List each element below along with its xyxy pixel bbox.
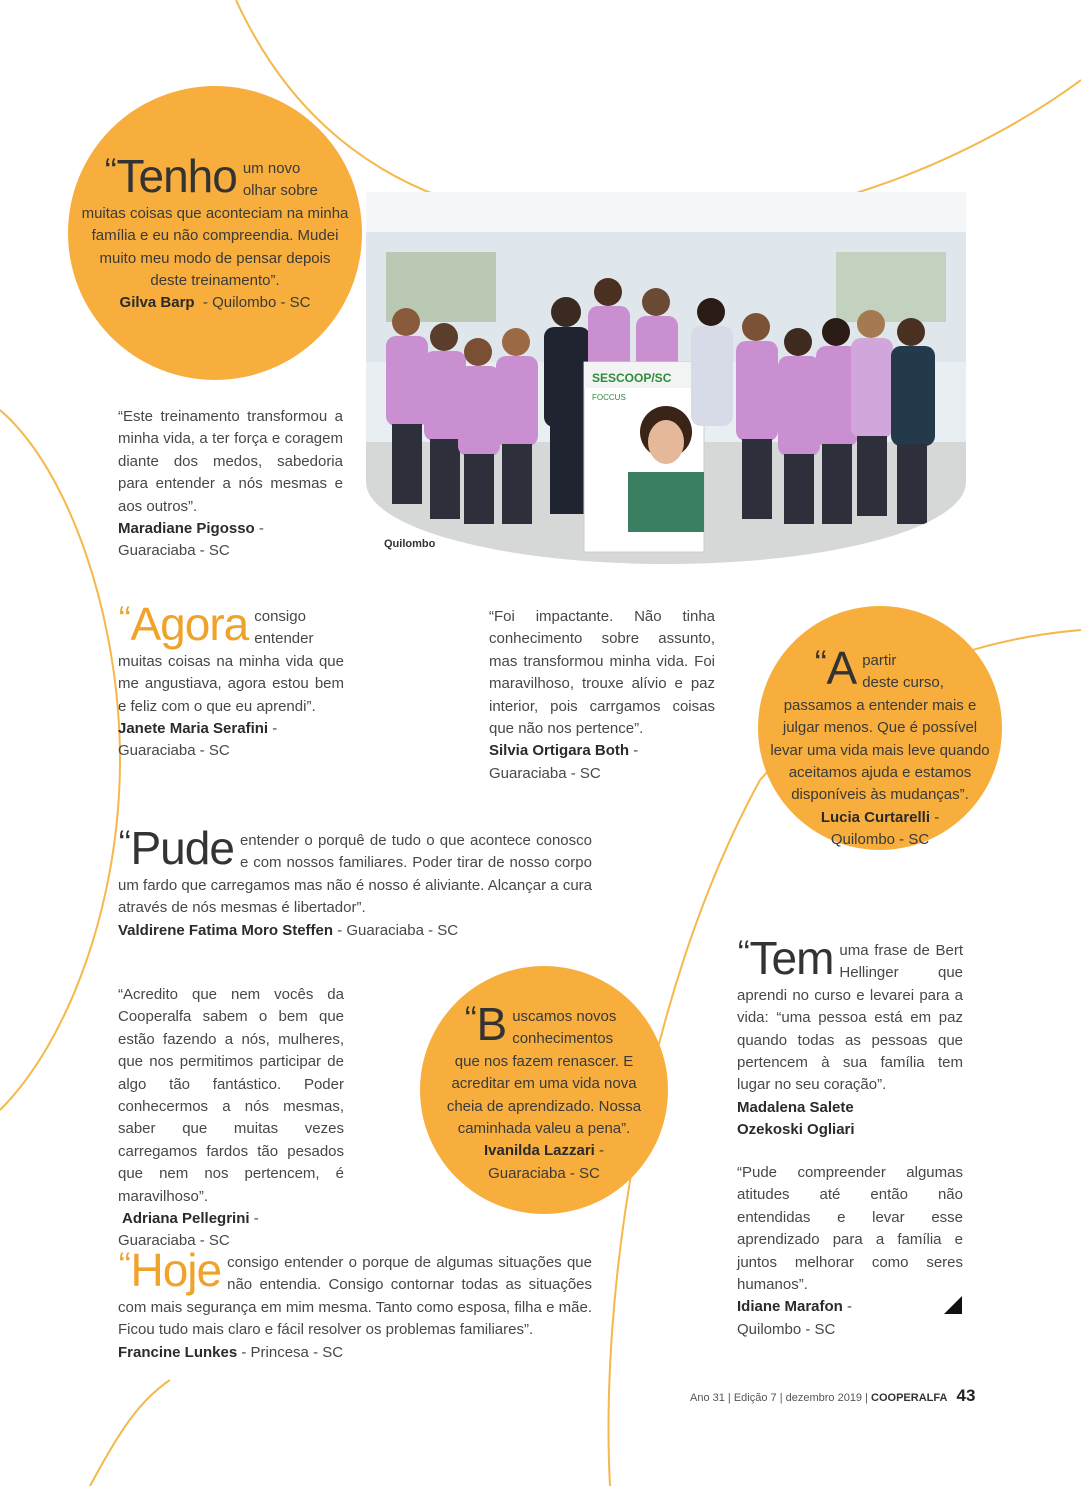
quote-text: “Este treinamento transformou a minha vida, a ter força e coragem diante dos medos, sabedoria para entender a nós mesmas e aos outros”. (118, 408, 343, 515)
quote-text: muitas coisas que aconteciam na minha família e eu não compreendia. Mudei muito meu modo de pensar depois deste treinamento”. (81, 204, 349, 290)
quote-author: Gilva Barp (119, 294, 195, 312)
group-photo-illustration (366, 192, 966, 564)
quote-text: passamos a entender mais e julgar menos. Que é possível levar uma vida mais leve quando aceitamos ajuda e estamos disponíveis às mudanças”. (770, 696, 990, 804)
quote-idiane (737, 1162, 963, 1341)
quote-lead-word: ‘‘Hoje (118, 1244, 222, 1296)
quote-dash: - (272, 720, 278, 738)
quote-line: um novo (242, 160, 301, 177)
quote-location: Guaraciaba - SC (488, 1164, 600, 1182)
quote-lead-word: ‘‘Agora (118, 598, 249, 650)
quote-text: que nos fazem renascer. E acreditar em uma vida nova cheia de aprendizado. Nossa caminhada valeu a pena”. (446, 1052, 642, 1138)
quote-location: Quilombo - SC (830, 831, 930, 849)
quote-location: - Guaraciaba - SC (337, 921, 459, 939)
quote-author: Adriana Pellegrini (122, 1210, 250, 1228)
quote-adriana (118, 984, 344, 1253)
quote-lead-word: ‘‘Pude (118, 822, 234, 874)
photo-caption: Quilombo (384, 538, 436, 550)
quote-line: partir (862, 652, 897, 669)
quote-author: Madalena Salete (737, 1098, 854, 1116)
quote-maradiane (118, 406, 343, 563)
corner-triangle-icon (944, 1296, 962, 1314)
quote-author: Francine Lunkes (118, 1343, 238, 1361)
issue-info: Ano 31 | Edição 7 | dezembro 2019 | (690, 1392, 868, 1404)
quote-location: Guaraciaba - SC (489, 764, 601, 782)
quote-author: Idiane Marafon (737, 1298, 843, 1316)
quote-author: Silvia Ortigara Both (489, 742, 630, 760)
quote-dash: - (599, 1142, 605, 1160)
quote-text: consigo entender muitas coisas na minha vida que me angustiava, agora estou bem e feliz com o que eu aprendi”. (118, 608, 344, 715)
quote-ivanilda (434, 998, 654, 1185)
banner-subtitle: FOCCUS (592, 393, 626, 402)
quote-silvia (489, 606, 715, 785)
group-photo (366, 192, 966, 564)
quote-lead-word: ‘‘B (464, 998, 507, 1050)
quote-location: Quilombo - SC (737, 1320, 836, 1338)
banner-title: SESCOOP/SC (592, 371, 672, 385)
quote-lead-word: ‘‘Tenho (104, 150, 237, 202)
quote-line: deste curso, (862, 674, 944, 692)
quote-location: Guaraciaba - SC (118, 1232, 230, 1250)
quote-dash: - (934, 808, 940, 826)
quote-madalena (737, 932, 963, 1142)
brand-name: COOPERALFA (871, 1392, 948, 1404)
quote-text: consigo entender o porque de algumas situações que não entendia. Consigo contornar todas as situações com mais segurança em mim mesma. Tanto como esposa, filha e mãe. Ficou tudo mais claro e fácil resolver os problemas familiares”. (118, 1254, 592, 1339)
quote-lucia (770, 642, 990, 852)
quote-text: uma frase de Bert Hellinger que aprendi no curso e levarei para a vida: “uma pessoa está em paz quando todas as pessoas que pertencem à sua família tem lugar no seu coração”. (737, 942, 963, 1094)
quote-location: Guaraciaba - SC (118, 542, 230, 560)
quote-valdirene (118, 822, 592, 942)
quote-line: olhar sobre (242, 182, 318, 200)
quote-dash: - (258, 520, 264, 538)
quote-lead-word: ‘‘Tem (737, 932, 834, 984)
quote-location: - Quilombo - SC (202, 294, 311, 312)
quote-line: conhecimentos (512, 1030, 614, 1048)
quote-text: entender o porquê de tudo o que acontece conosco e com nossos familiares. Poder tirar de nosso corpo um fardo que carregamos mas não é nosso é aliviante. Alcançar a cura através de nós mesmas é libertador”. (118, 832, 592, 917)
quote-author: Lucia Curtarelli (820, 808, 931, 826)
page-footer (690, 1386, 975, 1406)
quote-janete (118, 598, 344, 763)
quote-gilva (80, 150, 350, 315)
quote-dash: - (633, 742, 639, 760)
quote-location: - Princesa - SC (241, 1343, 344, 1361)
page-number: 43 (956, 1386, 976, 1405)
quote-text: “Foi impactante. Não tinha conhecimento sobre assunto, mas transformou minha vida. Foi maravilhoso, trouxe alívio e paz interior, pois carrgamos coisas que não nos pertence”. (489, 608, 715, 738)
quote-francine (118, 1244, 592, 1364)
quote-location: Guaraciaba - SC (118, 742, 230, 760)
quote-lead-word: ‘‘A (814, 642, 857, 694)
quote-dash: - (253, 1210, 259, 1228)
quote-author: Valdirene Fatima Moro Steffen (118, 921, 334, 939)
quote-line: uscamos novos (512, 1008, 617, 1025)
quote-dash: - (847, 1298, 853, 1316)
quote-author: Maradiane Pigosso (118, 520, 255, 538)
quote-author: Janete Maria Serafini (118, 720, 269, 738)
quote-author: Ozekoski Ogliari (737, 1121, 855, 1139)
quote-author: Ivanilda Lazzari (483, 1142, 595, 1160)
quote-text: “Acredito que nem vocês da Cooperalfa sabem o bem que estão fazendo a nós, mulheres, que nos permitimos participar de algo tão fantástico. Poder conhecermos a nós mesmas, saber que muitas vezes carregamos fardos tão pesados que nem nos pertencem, é maravilhoso”. (118, 986, 344, 1205)
quote-text: “Pude compreender algumas atitudes até então não entendidas e levar esse aprendizado para a família e juntos melhorar como seres humanos”. (737, 1164, 963, 1294)
